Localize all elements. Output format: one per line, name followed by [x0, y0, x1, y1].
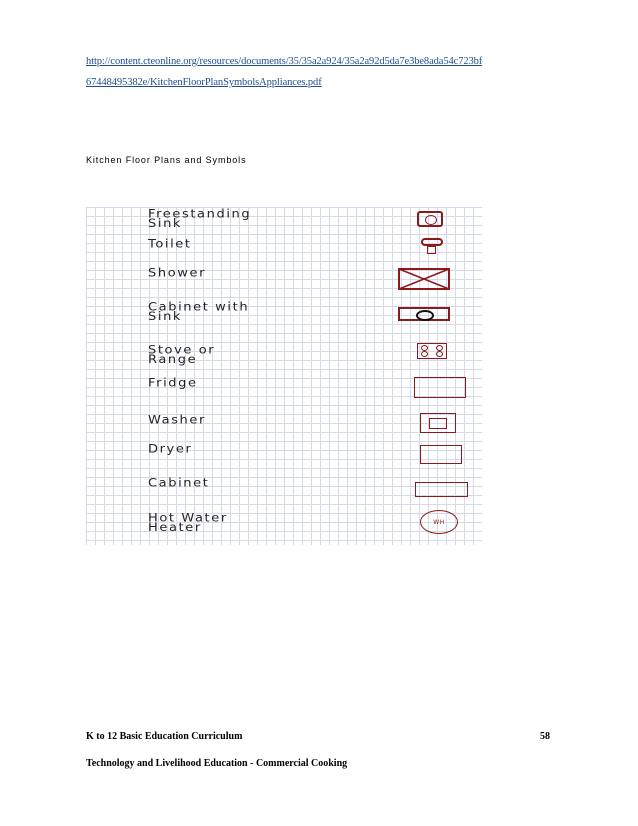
label-shower: Shower	[148, 267, 207, 281]
cabinet-symbol	[415, 482, 468, 497]
label-cabinet: Cabinet	[148, 477, 210, 491]
footer-subject: Technology and Livelihood Education - Commercial Cooking	[86, 758, 348, 769]
source-url-link-line2[interactable]: 67448495382e/KitchenFloorPlanSymbolsAppliances.pdf	[86, 77, 322, 88]
water-heater-label: WH	[433, 518, 445, 526]
footer-curriculum: K to 12 Basic Education Curriculum	[86, 731, 243, 742]
fridge-symbol	[414, 377, 466, 398]
page-number: 58	[540, 731, 550, 742]
label-washer: Washer	[148, 414, 206, 428]
shower-symbol	[398, 268, 450, 290]
toilet-symbol	[421, 238, 443, 256]
kitchen-symbols-figure	[86, 207, 482, 545]
label-hot-water-heater: Hot Water Heater	[148, 512, 228, 535]
stove-symbol	[417, 343, 447, 359]
label-cabinet-with-sink: Cabinet with Sink	[148, 301, 250, 324]
dryer-symbol	[420, 445, 462, 464]
label-stove-or-range: Stove or Range	[148, 344, 216, 367]
section-title: Kitchen Floor Plans and Symbols	[86, 155, 247, 165]
label-freestanding-sink: Freestanding Sink	[148, 208, 252, 231]
label-toilet: Toilet	[148, 238, 192, 252]
washer-symbol	[420, 413, 456, 433]
label-dryer: Dryer	[148, 443, 193, 457]
cabinet-with-sink-symbol	[398, 307, 450, 321]
water-heater-symbol	[420, 510, 458, 534]
source-url-link-line1[interactable]: http://content.cteonline.org/resources/documents/35/35a2a924/35a2a92d5da7e3be8ada54c723bf	[86, 56, 483, 67]
freestanding-sink-symbol	[417, 211, 443, 227]
label-fridge: Fridge	[148, 377, 198, 391]
